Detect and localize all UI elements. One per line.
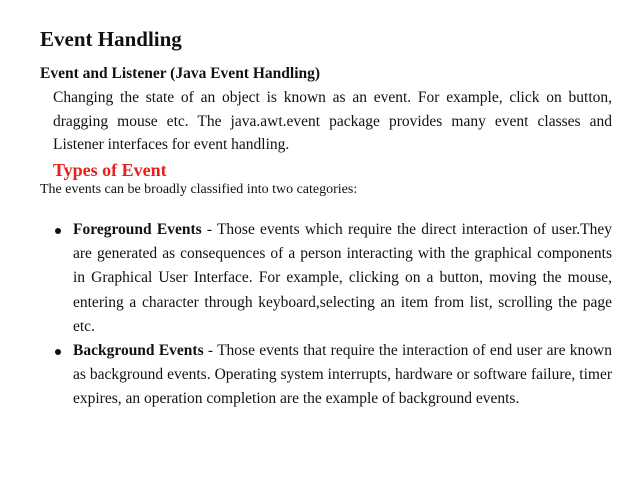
list-item-foreground-events <box>52 218 612 339</box>
bullet-icon <box>55 349 61 355</box>
categories-lead-text: The events can be broadly classified into two categories: <box>40 182 358 197</box>
foreground-events-term: Foreground Events <box>73 221 202 238</box>
foreground-events-description: - Those events which require the direct interaction of user.They are generated as consequences of a person interacting with the graphical components in Graphical User Interface. For example, clicking on a button, moving the mouse, entering a character through keyboard,selecting an item from list, scrolling the page etc. <box>73 221 612 335</box>
types-of-event-heading: Types of Event <box>53 160 167 180</box>
intro-paragraph: Changing the state of an object is known as an event. For example, click on button, dragging mouse etc. The java.awt.event package provides many event classes and Listener interfaces for event handling. <box>53 89 612 153</box>
bullet-icon <box>55 228 61 234</box>
section-subtitle: Event and Listener (Java Event Handling) <box>40 65 321 82</box>
event-types-list <box>52 218 612 412</box>
background-events-description: - Those events that require the interaction of end user are known as background events. Operating system interrupts, hardware or software failure, timer expires, an operation completion are the example of background events. <box>73 342 612 408</box>
list-item-background-events <box>52 339 612 412</box>
page-title: Event Handling <box>40 27 182 51</box>
background-events-term: Background Events <box>73 342 204 360</box>
